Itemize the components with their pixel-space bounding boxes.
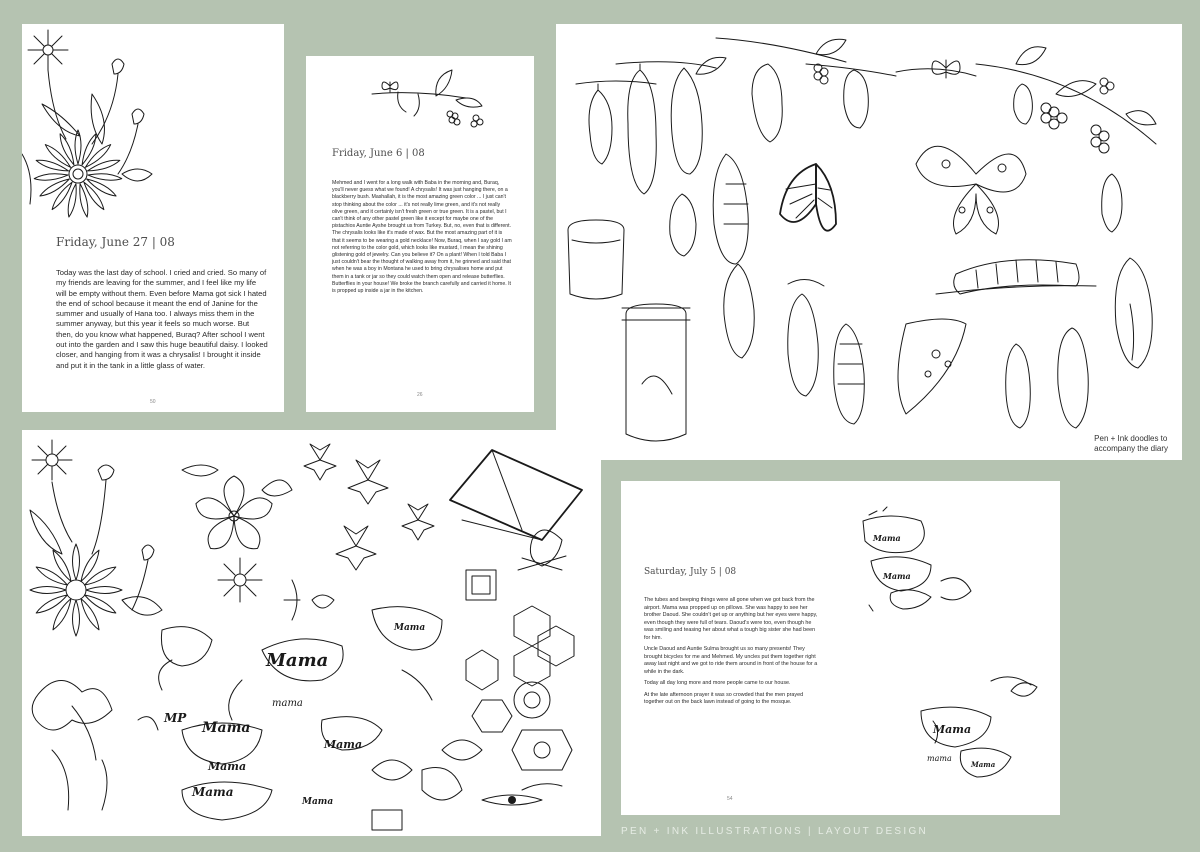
entry-date-heading: Saturday, July 5 | 08 [644, 567, 737, 577]
portfolio-footer-caption: PEN + INK ILLUSTRATIONS | LAYOUT DESIGN [621, 826, 929, 837]
doodle-word: Mama [933, 723, 972, 736]
diary-page-june-6 [306, 56, 534, 412]
entry-date-heading: Friday, June 27 | 08 [56, 235, 175, 249]
diary-page-july-5 [621, 481, 1060, 815]
doodle-word: Mama [202, 720, 251, 736]
doodle-word: Mama [208, 760, 247, 773]
doodle-word: Mama [324, 738, 363, 751]
entry-body-text [644, 597, 818, 711]
doodle-word: mama [927, 754, 952, 763]
entry-date-heading: Friday, June 6 | 08 [332, 148, 425, 159]
doodle-spread-flowers [22, 430, 601, 836]
flower-mama-doodles [22, 430, 601, 836]
entry-paragraph: At the late afternoon prayer it was so crowded that the men prayed together out on the back lawn instead of going to the mosque. [644, 691, 804, 705]
doodle-spread-chrysalis [556, 24, 1182, 460]
chrysalis-doodles [556, 24, 1182, 460]
blackberry-branch-illustration [306, 56, 534, 136]
doodle-word: Mama [192, 785, 234, 799]
doodle-word: Mama [971, 760, 996, 769]
doodle-word: Mama [266, 650, 329, 671]
page-number: 54 [727, 796, 733, 802]
doodle-word: Mama [873, 533, 901, 543]
page-number: 50 [150, 399, 156, 405]
doodle-word: mama [272, 698, 303, 709]
page-number: 26 [417, 392, 423, 398]
caption-line-1: Pen + Ink doodles to [1094, 434, 1168, 443]
diary-page-june-27 [22, 24, 284, 412]
entry-paragraph: Uncle Daoud and Auntie Sulma brought us so many presents! They brought bicycles for me and Mehmed. My uncles put them together right away last night and we got to ride them around in front of the house for a while in the dark. [644, 646, 818, 675]
doodle-word: Mama [394, 623, 426, 633]
daisy-illustration [22, 24, 284, 224]
doodle-word: Mama [302, 797, 334, 807]
spread-caption [1094, 434, 1168, 454]
doodle-word: Mama [883, 571, 911, 581]
entry-paragraph: Today all day long more and more people came to our house. [644, 680, 791, 686]
entry-body-text: Mehmed and I went for a long walk with Baba in the morning and, Buraq, you'll never guess what we found! A chrysalis! It was just hanging there, on a blackberry bush. Mashallah, it is the most amazing green color ... I just can't stop thinking about the color ... it's not really lime green, and it's not really olive green, and it certainly isn't fresh green or true green. It is a pastel, but I can't think of any other pastel green like it except for maybe one of the pistachios Auntie Ayshe brought us from Turkey. But, no, even that is different. The chrysalis looks like it's made of wax. But the most amazing part of it is that it seems to be wearing a gold necklace! Now, Buraq, when I say gold I am not referring to the color gold, which looks like mustard, I mean the shining glistening gold of jewelry. Can you believe it? On a plant! When I told Baba I just couldn't bear the thought of walking away from it, he grinned and said that when he was a boy in Montana he used to bring chrysalises home and put them in a tank or jar so they could watch them open and release butterflies. Butterflies in your house! We broke the branch carefully and carried it home. It is propped up inside a jar in the kitchen. [332, 180, 512, 295]
entry-paragraph: The tubes and beeping things were all gone when we got back from the airport. Mama was propped up on pillows. She was happy to see her brother Daoud. She couldn't get up or anything but her eyes were happy, even though they were full of tears. Daoud's were too, even though he was smiling and teasing her about what a tough big sister she had been for him. [644, 597, 818, 641]
entry-body-text: Today was the last day of school. I cried and cried. So many of my friends are leaving for the summer, and I feel like my life will be empty without them. Even before Mama got sick I hated the end of school because it meant the end of Janine for the summer and usually of Hana too. I always miss them in the summer anyway, but this year it feels so much worse. But then, do you know what happened, Buraq? After school I went out into the garden and I saw this huge beautiful daisy. I looked closer, and hanging from it was a chrysalis! I brought it inside and put it in the tank in a little glass of water. [56, 268, 268, 370]
doodle-word: MP [164, 711, 187, 725]
caption-line-2: accompany the diary [1094, 444, 1168, 453]
